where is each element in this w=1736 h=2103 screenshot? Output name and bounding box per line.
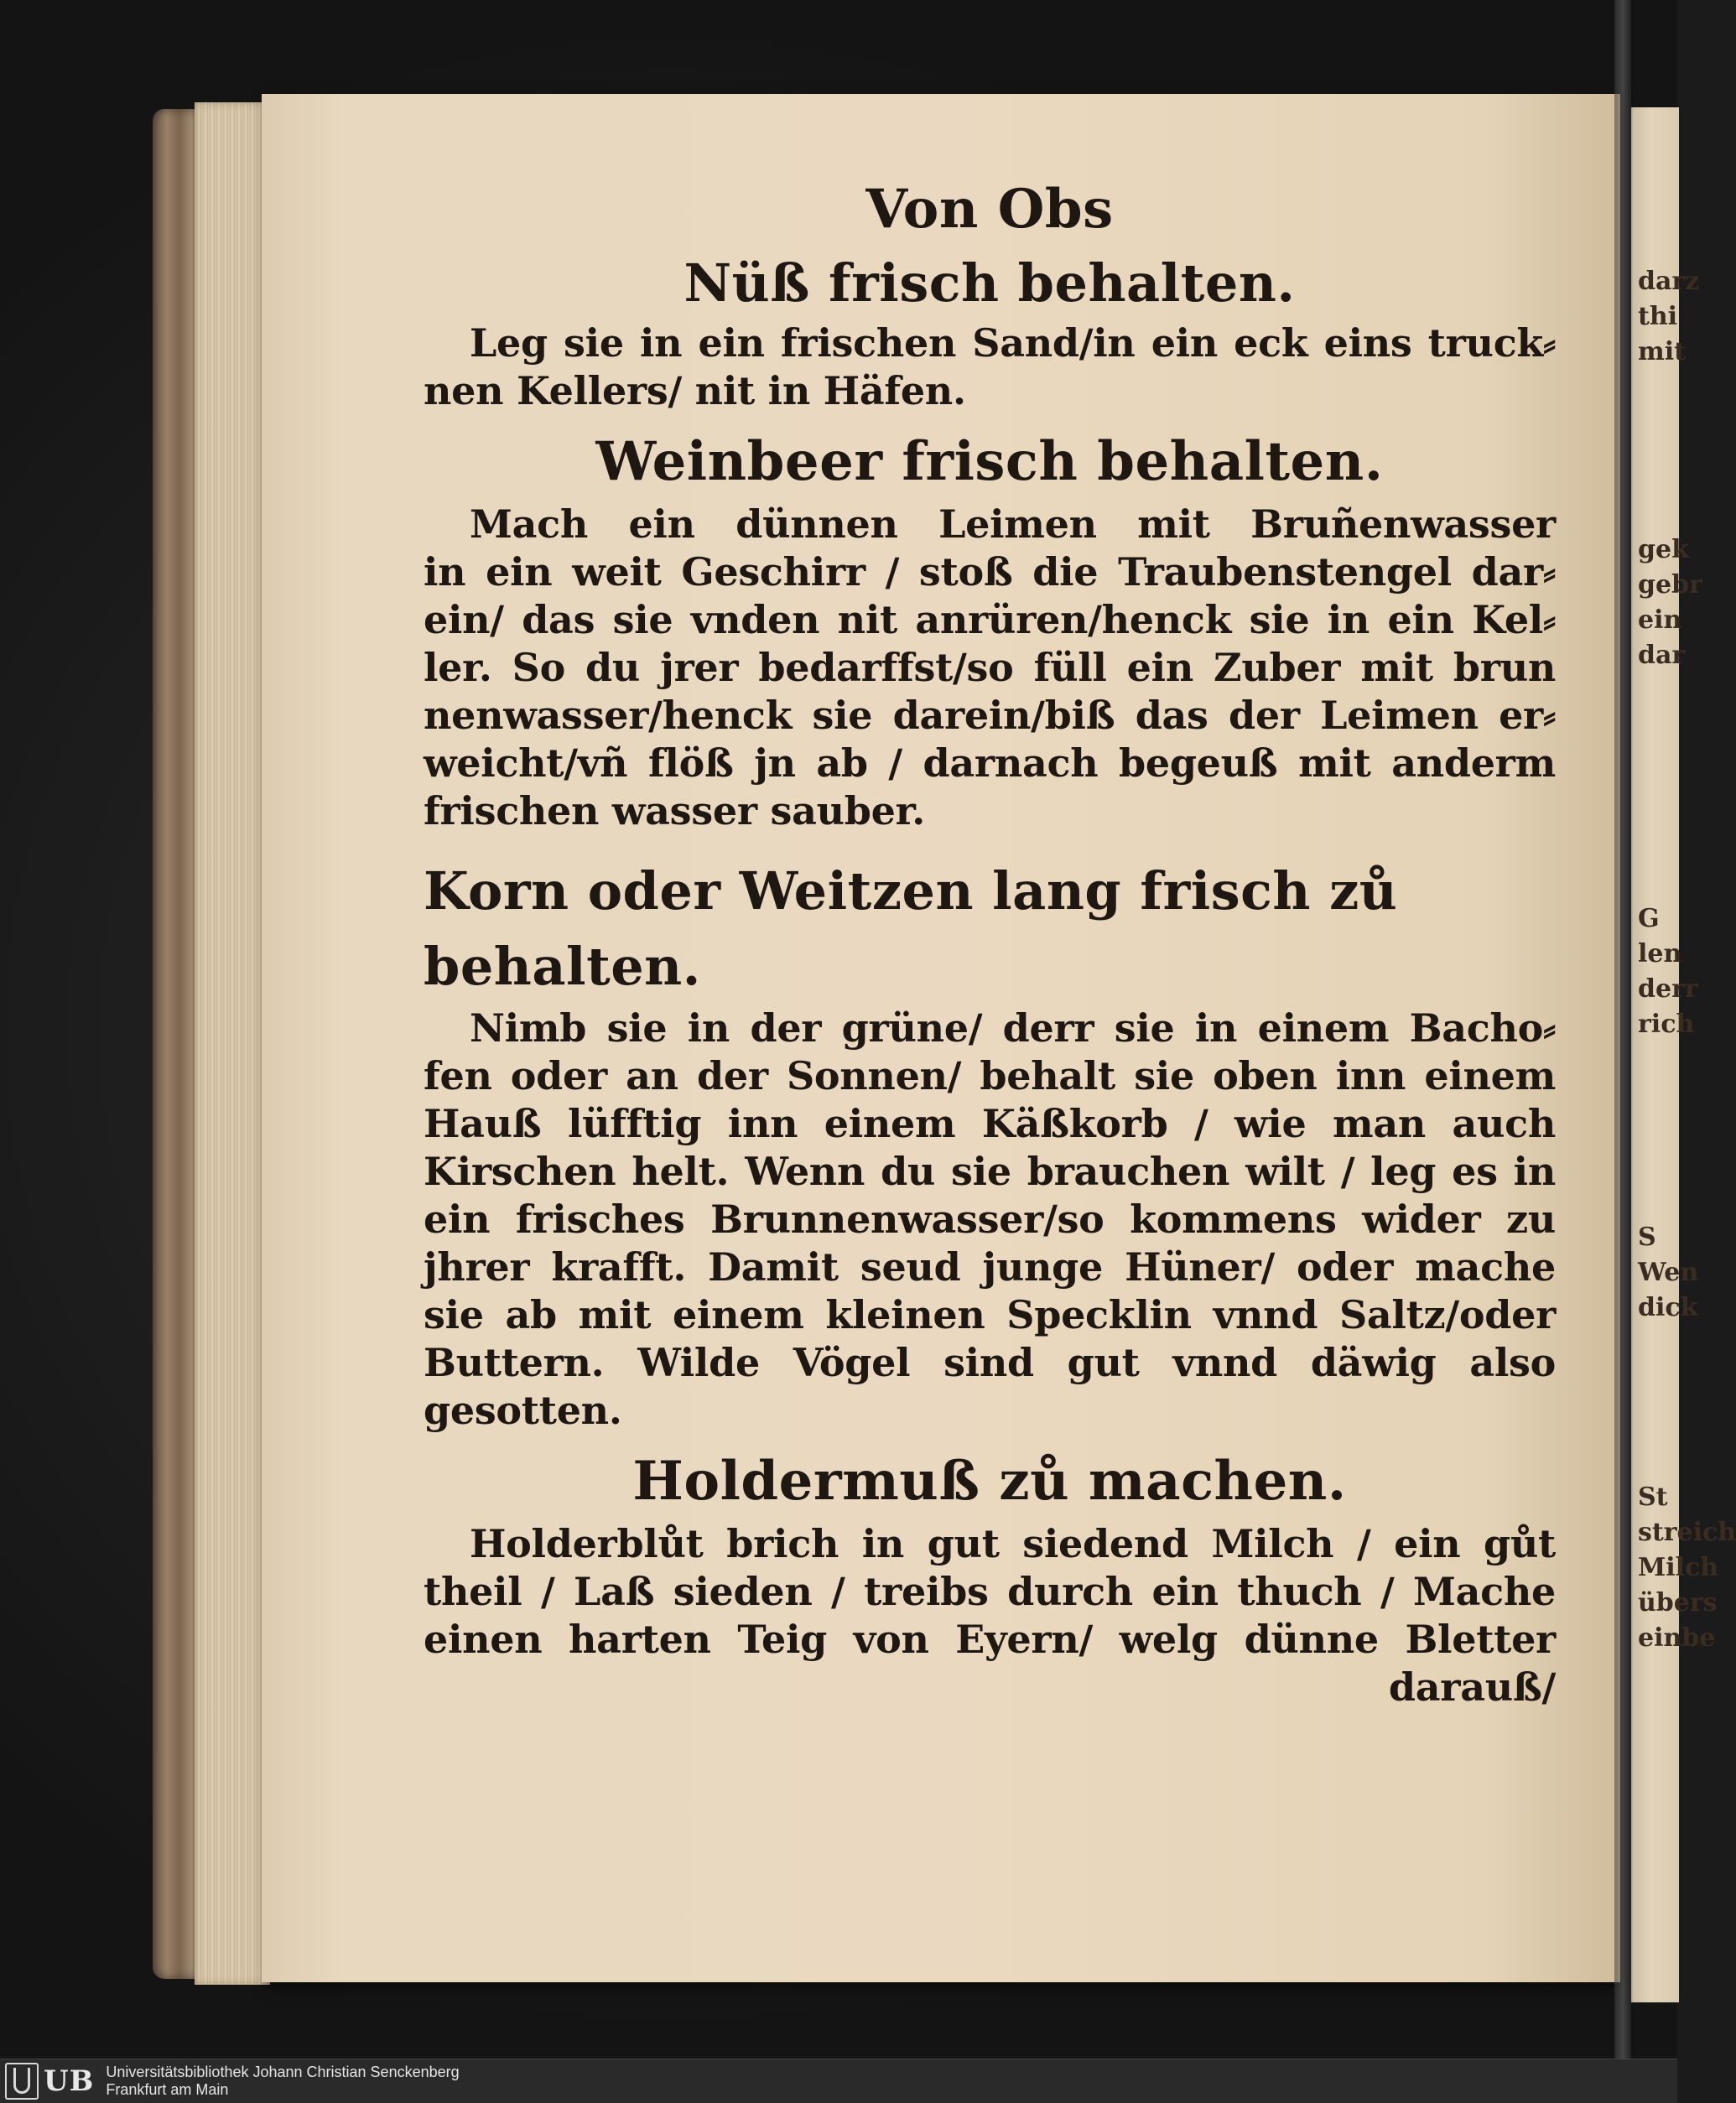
- text-line: weicht/vñ flöß jn ab / darnach begeuß mit anderm: [424, 740, 1556, 786]
- page-text-block: [424, 172, 1556, 1711]
- section-title: Holdermuß zů machen.: [632, 1450, 1347, 1513]
- text-line: ein frisches Brunnenwasser/so kommens wider zu: [424, 1197, 1556, 1242]
- adjacent-fragment: gebr: [1638, 570, 1702, 600]
- text-line: frischen wasser sauber.: [424, 788, 925, 833]
- adjacent-fragment: S: [1638, 1223, 1656, 1252]
- section-title: Nüß frisch behalten.: [683, 252, 1296, 314]
- adjacent-fragment: mit: [1638, 337, 1686, 366]
- text-line: Mach ein dünnen Leimen mit Bruñenwasser: [470, 501, 1556, 547]
- adjacent-fragment: Wen: [1638, 1258, 1699, 1287]
- adjacent-fragment: thi: [1638, 302, 1678, 331]
- page-edges: [195, 102, 270, 1985]
- library-name: Universitätsbibliothek Johann Christian Senckenberg: [106, 2064, 460, 2080]
- adjacent-fragment: streich: [1638, 1518, 1736, 1547]
- adjacent-fragment: dar: [1638, 641, 1686, 670]
- adjacent-fragment: einbe: [1638, 1623, 1716, 1653]
- text-line: ler. So du jrer bedarffst/so füll ein Zuber mit brun: [424, 645, 1556, 690]
- adjacent-fragment: len: [1638, 939, 1682, 968]
- library-footer: [0, 2059, 1677, 2103]
- adjacent-fragment: ein: [1638, 605, 1682, 635]
- library-credit: [106, 2064, 459, 2099]
- text-line: sie ab mit einem kleinen Specklin vnnd Saltz/oder: [424, 1292, 1556, 1337]
- running-header: Von Obs: [865, 178, 1114, 241]
- scanner-glass-edge: [1614, 0, 1631, 2059]
- library-city: Frankfurt am Main: [106, 2081, 229, 2098]
- text-line: einen harten Teig von Eyern/ welg dünne Bletter: [424, 1617, 1556, 1662]
- library-logo-icon: [5, 2063, 39, 2100]
- library-logo-text: UB: [44, 2064, 95, 2098]
- adjacent-page: [1631, 107, 1736, 2002]
- text-line: fen oder an der Sonnen/ behalt sie oben inn einem: [424, 1053, 1556, 1098]
- library-logo: [5, 2059, 106, 2103]
- adjacent-fragment: St: [1638, 1482, 1668, 1512]
- text-line: nenwasser/henck sie darein/biß das der Leimen er⸗: [424, 693, 1556, 738]
- text-line: gesotten.: [424, 1388, 622, 1433]
- text-line: Holderblůt brich in gut siedend Milch / ein gůt: [470, 1521, 1556, 1566]
- text-line: Kirschen helt. Wenn du sie brauchen wilt / leg es in: [424, 1149, 1556, 1194]
- adjacent-fragment: derr: [1638, 974, 1698, 1004]
- text-line: ein/ das sie vnden nit anrüren/henck sie in ein Kel⸗: [424, 597, 1556, 642]
- adjacent-fragment: G: [1638, 904, 1660, 933]
- text-line: nen Kellers/ nit in Häfen.: [424, 368, 966, 413]
- adjacent-fragment: darz: [1638, 267, 1700, 296]
- text-line: in ein weit Geschirr / stoß die Traubenstengel dar⸗: [424, 549, 1556, 595]
- adjacent-fragment: übers: [1638, 1588, 1718, 1617]
- text-line: jhrer krafft. Damit seud junge Hüner/ oder mache: [424, 1244, 1556, 1290]
- text-line: Hauß lüfftig inn einem Käßkorb / wie man auch: [424, 1101, 1556, 1146]
- text-line: Leg sie in ein frischen Sand/in ein eck eins truck⸗: [470, 320, 1556, 366]
- catchword: darauß/: [1388, 1664, 1556, 1710]
- text-line: Buttern. Wilde Vögel sind gut vnnd däwig also: [424, 1340, 1556, 1385]
- adjacent-fragment: rich: [1638, 1010, 1695, 1039]
- section-title: Weinbeer frisch behalten.: [595, 430, 1384, 493]
- text-line: theil / Laß sieden / treibs durch ein thuch / Mache: [424, 1569, 1556, 1614]
- text-line: Nimb sie in der grüne/ derr sie in einem Bacho⸗: [470, 1005, 1556, 1051]
- adjacent-fragment: gek: [1638, 535, 1689, 564]
- adjacent-fragment: Milch: [1638, 1553, 1719, 1582]
- adjacent-fragment: dick: [1638, 1293, 1698, 1322]
- section-title: Korn oder Weitzen lang frisch zů behalten.: [424, 860, 1398, 997]
